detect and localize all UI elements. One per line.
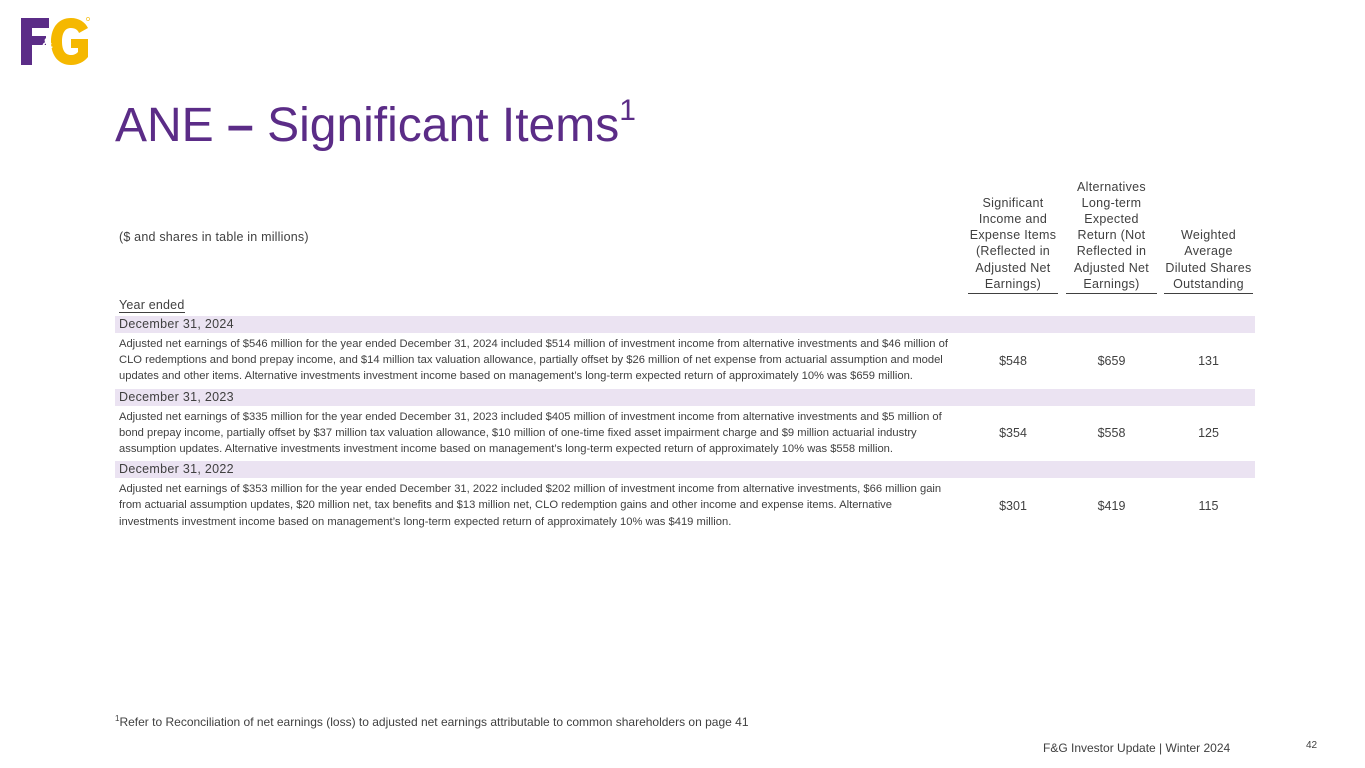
table-row <box>115 406 1255 462</box>
alternatives-return-value: $419 <box>1097 499 1126 514</box>
significant-items-value: $548 <box>999 353 1027 368</box>
footnote <box>115 715 749 729</box>
column-header-significant-items: Significant Income and Expense Items (Reflected in Adjusted Net Earnings) <box>968 195 1058 294</box>
year-ended-text: Year ended <box>119 298 185 312</box>
title-dash: – <box>227 99 254 152</box>
page-title <box>115 96 636 156</box>
row-description: Adjusted net earnings of $546 million for the year ended December 31, 2024 included $514 million of investment income from alternative investments and $46 million of CLO redemptions and bond prepay income, and $14 million tax valuation allowance, partially offset by $26 million of net expense from actuarial assumption and model updates and other items. Alternative investments investment income based on management’s long-term expected return of approximately 10% was $659 million. <box>119 338 948 383</box>
diluted-shares-value: 115 <box>1198 499 1219 514</box>
title-main: ANE <box>115 99 228 152</box>
alternatives-return-value: $659 <box>1097 353 1126 368</box>
year-ended-label <box>115 294 1255 316</box>
fg-logo <box>21 17 91 67</box>
period-band-2022: December 31, 2022 <box>115 461 1255 478</box>
period-band-2024: December 31, 2024 <box>115 316 1255 333</box>
units-label: ($ and shares in table in millions) <box>119 230 309 244</box>
svg-text:&: & <box>42 35 53 52</box>
footnote-marker: 1 <box>115 714 120 723</box>
table-row <box>115 333 1255 389</box>
significant-items-value: $301 <box>999 499 1027 514</box>
significant-items-value: $354 <box>999 426 1027 441</box>
diluted-shares-value: 125 <box>1198 426 1219 441</box>
table-row <box>115 478 1255 534</box>
title-footnote-marker: 1 <box>619 94 636 127</box>
fg-logo-graphic <box>21 17 91 67</box>
period-band-2023: December 31, 2023 <box>115 389 1255 406</box>
row-description: Adjusted net earnings of $335 million for the year ended December 31, 2023 included $405 million of investment income from alternative investments and $5 million of bond prepay income, partially offset by $37 million tax valuation allowance, $10 million of one-time fixed asset impairment charge and $9 million actuarial industry assumption updates. Alternative investments investment income based on management’s long-term expected return of approximately 10% was $558 million. <box>119 410 942 456</box>
footer-text: F&G Investor Update | Winter 2024 <box>1043 741 1231 755</box>
diluted-shares-value: 131 <box>1198 353 1219 368</box>
significant-items-table <box>115 178 1255 534</box>
column-header-alternatives-return: Alternatives Long-term Expected Return (Not Reflected in Adjusted Net Earnings) <box>1066 179 1157 294</box>
column-header-diluted-shares: Weighted Average Diluted Shares Outstanding <box>1164 227 1253 294</box>
row-description: Adjusted net earnings of $353 million for the year ended December 31, 2022 included $202 million of investment income from alternative investments, $66 million gain from actuarial assumption updates, $20 million net, tax benefits and $13 million net, CLO redemption gains and other income and expense items. Alternative investments investment income based on management’s long-term expected return of approximately 10% was $419 million. <box>119 483 942 528</box>
page-number: 42 <box>1306 740 1318 751</box>
table-header <box>115 178 1255 294</box>
title-rest: Significant Items <box>253 99 620 152</box>
alternatives-return-value: $558 <box>1097 426 1126 441</box>
footnote-text: Refer to Reconciliation of net earnings (loss) to adjusted net earnings attributable to common shareholders on page 41 <box>119 715 749 729</box>
